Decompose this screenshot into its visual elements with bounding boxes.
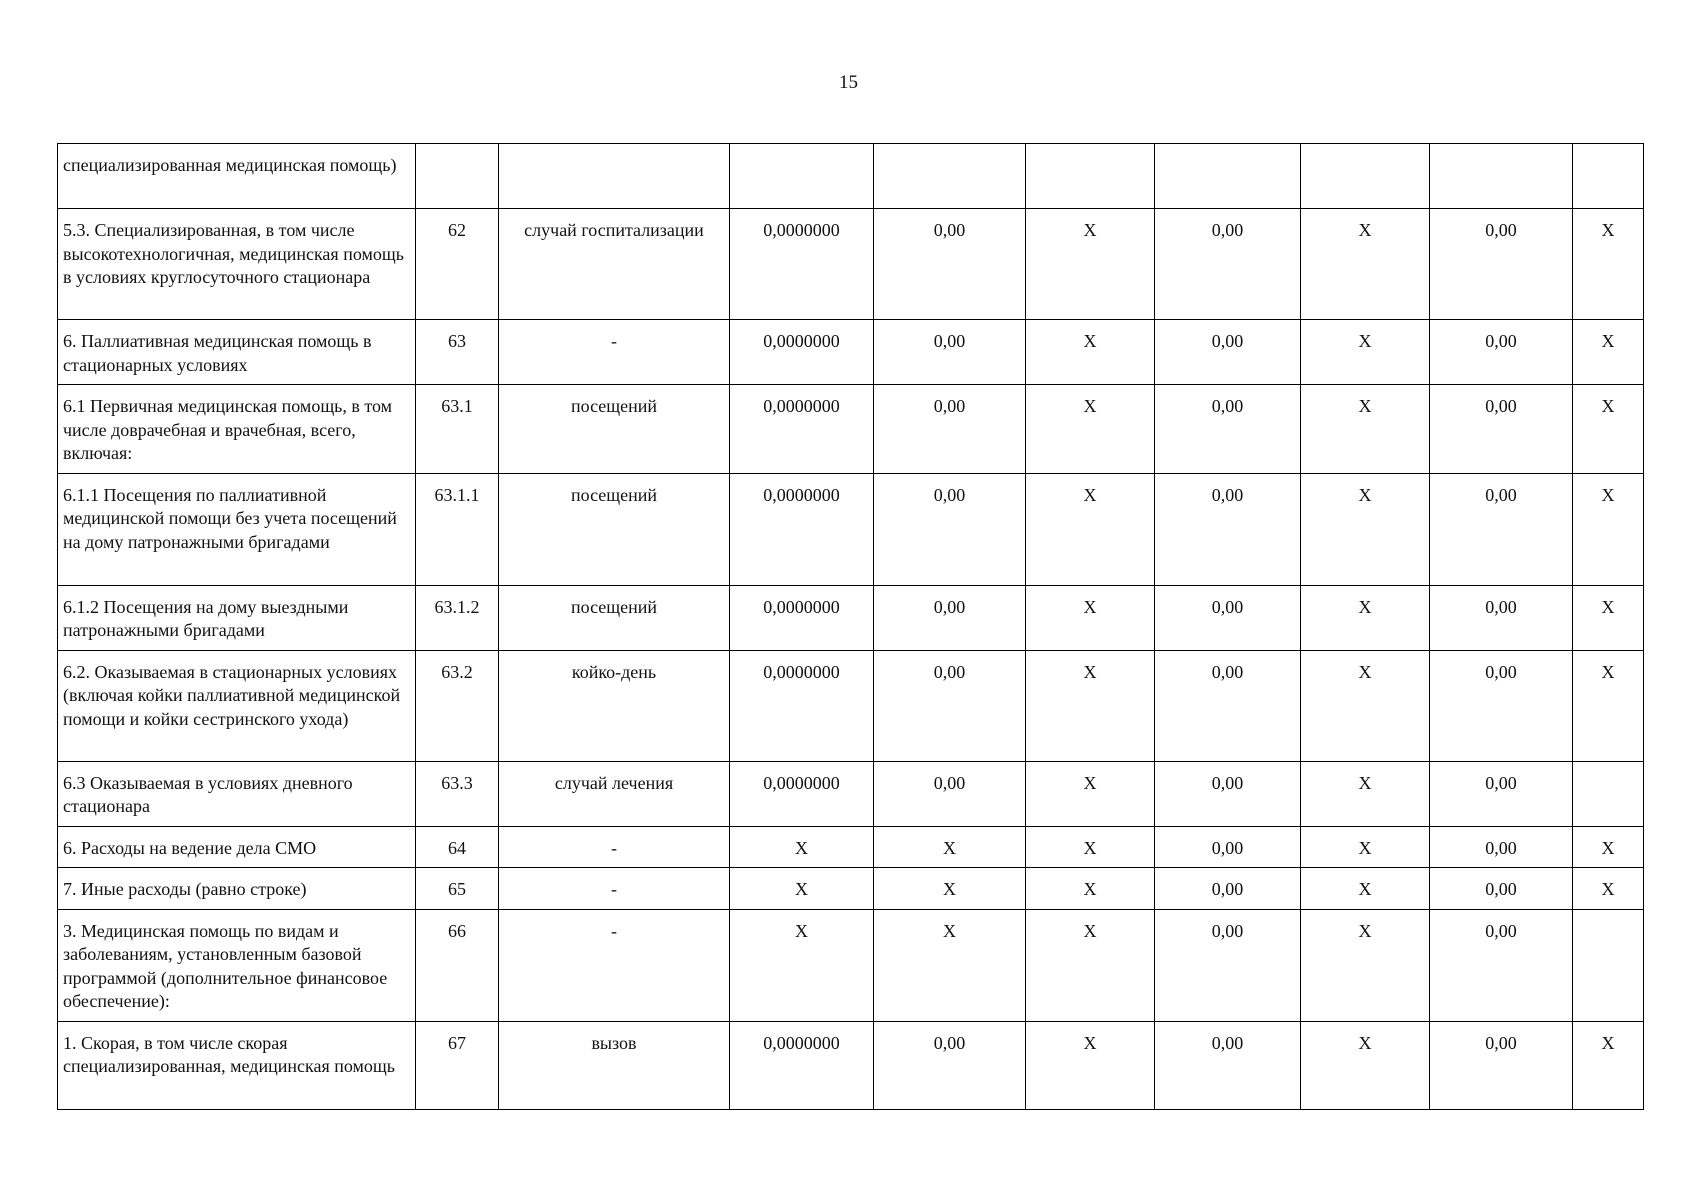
table-row [58, 473, 1644, 585]
row-value-cell: 0,00 [1155, 868, 1301, 910]
row-value-cell: X [1573, 209, 1644, 320]
row-value-cell: X [1026, 385, 1155, 474]
row-unit-cell: посещений [499, 585, 730, 650]
row-name-cell: 6.2. Оказываемая в стационарных условиях (включая койки паллиативной медицинской помощи и койки сестринского ухода) [58, 650, 416, 761]
row-value-cell: X [1301, 826, 1430, 868]
row-code-cell: 63.1.1 [416, 473, 499, 585]
row-value-cell: X [1573, 385, 1644, 474]
row-value-cell: X [874, 909, 1026, 1021]
row-value-cell: X [1026, 650, 1155, 761]
row-value-cell: X [1573, 585, 1644, 650]
row-code-cell: 65 [416, 868, 499, 910]
row-name-cell: 6.1.1 Посещения по паллиативной медицинской помощи без учета посещений на дому патронажными бригадами [58, 473, 416, 585]
row-value-cell: X [730, 909, 874, 1021]
row-value-cell: 0,00 [1155, 209, 1301, 320]
row-value-cell: X [1026, 909, 1155, 1021]
row-value-cell: X [874, 868, 1026, 910]
row-value-cell: 0,00 [1430, 761, 1573, 826]
row-value-cell [1155, 144, 1301, 209]
row-value-cell: 0,00 [874, 650, 1026, 761]
row-value-cell [1573, 144, 1644, 209]
row-unit-cell: посещений [499, 385, 730, 474]
row-code-cell: 67 [416, 1021, 499, 1109]
table-row [58, 385, 1644, 474]
row-unit-cell: - [499, 868, 730, 910]
row-value-cell: 0,00 [874, 209, 1026, 320]
row-value-cell: X [1301, 868, 1430, 910]
row-name-cell: 1. Скорая, в том числе скорая специализированная, медицинская помощь [58, 1021, 416, 1109]
row-name-cell: 7. Иные расходы (равно строке) [58, 868, 416, 910]
row-value-cell: 0,00 [1155, 650, 1301, 761]
row-unit-cell: - [499, 826, 730, 868]
row-value-cell: X [874, 826, 1026, 868]
row-value-cell: 0,00 [874, 320, 1026, 385]
row-value-cell: X [1573, 473, 1644, 585]
row-value-cell: X [1026, 585, 1155, 650]
row-unit-cell: случай лечения [499, 761, 730, 826]
table-row [58, 909, 1644, 1021]
row-value-cell: 0,00 [1430, 320, 1573, 385]
table-row [58, 868, 1644, 910]
table-row [58, 1021, 1644, 1109]
row-unit-cell: случай госпитализации [499, 209, 730, 320]
row-value-cell: X [1301, 385, 1430, 474]
row-code-cell: 63.1.2 [416, 585, 499, 650]
data-table [57, 143, 1644, 1110]
page-number: 15 [839, 72, 858, 93]
row-value-cell: X [1026, 761, 1155, 826]
table-row [58, 826, 1644, 868]
table-row [58, 320, 1644, 385]
row-name-cell: 6.3 Оказываемая в условиях дневного стационара [58, 761, 416, 826]
row-value-cell: 0,00 [1155, 826, 1301, 868]
row-name-cell: специализированная медицинская помощь) [58, 144, 416, 209]
row-code-cell: 66 [416, 909, 499, 1021]
row-value-cell: X [1301, 1021, 1430, 1109]
row-value-cell: 0,00 [874, 761, 1026, 826]
row-value-cell: X [1026, 1021, 1155, 1109]
row-value-cell: 0,00 [1430, 209, 1573, 320]
row-name-cell: 5.3. Специализированная, в том числе высокотехнологичная, медицинская помощь в условиях круглосуточного стационара [58, 209, 416, 320]
row-value-cell [1026, 144, 1155, 209]
row-unit-cell [499, 144, 730, 209]
row-code-cell: 63 [416, 320, 499, 385]
row-value-cell: 0,00 [1430, 826, 1573, 868]
row-value-cell [730, 144, 874, 209]
row-value-cell: X [1026, 868, 1155, 910]
row-value-cell: X [1026, 826, 1155, 868]
row-value-cell: X [1026, 320, 1155, 385]
row-name-cell: 6. Паллиативная медицинская помощь в стационарных условиях [58, 320, 416, 385]
row-value-cell: X [1301, 761, 1430, 826]
row-name-cell: 6. Расходы на ведение дела СМО [58, 826, 416, 868]
row-value-cell: 0,0000000 [730, 761, 874, 826]
row-value-cell: 0,00 [1430, 385, 1573, 474]
row-value-cell: X [1026, 209, 1155, 320]
row-code-cell [416, 144, 499, 209]
row-value-cell [1430, 144, 1573, 209]
table-row [58, 650, 1644, 761]
row-code-cell: 63.1 [416, 385, 499, 474]
row-value-cell: 0,00 [1430, 868, 1573, 910]
row-value-cell: X [1573, 1021, 1644, 1109]
row-value-cell: 0,00 [1430, 909, 1573, 1021]
row-code-cell: 63.2 [416, 650, 499, 761]
table-row [58, 585, 1644, 650]
row-value-cell: 0,0000000 [730, 585, 874, 650]
row-value-cell [1573, 761, 1644, 826]
row-code-cell: 64 [416, 826, 499, 868]
row-value-cell: X [1301, 209, 1430, 320]
row-value-cell: 0,00 [1155, 585, 1301, 650]
row-name-cell: 6.1 Первичная медицинская помощь, в том числе доврачебная и врачебная, всего, включая: [58, 385, 416, 474]
row-value-cell: 0,0000000 [730, 1021, 874, 1109]
row-value-cell: 0,00 [1155, 473, 1301, 585]
row-value-cell: 0,00 [1155, 320, 1301, 385]
row-value-cell: 0,0000000 [730, 473, 874, 585]
row-value-cell [1301, 144, 1430, 209]
row-value-cell: 0,00 [1155, 1021, 1301, 1109]
row-value-cell: X [1301, 320, 1430, 385]
row-value-cell: X [1301, 473, 1430, 585]
row-value-cell: X [1573, 826, 1644, 868]
row-value-cell: 0,0000000 [730, 320, 874, 385]
row-value-cell: 0,00 [1155, 385, 1301, 474]
row-value-cell: X [730, 826, 874, 868]
row-value-cell [1573, 909, 1644, 1021]
table-row [58, 209, 1644, 320]
row-value-cell: 0,00 [874, 1021, 1026, 1109]
row-value-cell: 0,00 [874, 585, 1026, 650]
row-value-cell [874, 144, 1026, 209]
row-value-cell: X [730, 868, 874, 910]
row-value-cell: 0,00 [1430, 650, 1573, 761]
row-value-cell: X [1573, 650, 1644, 761]
table-row [58, 144, 1644, 209]
row-unit-cell: - [499, 909, 730, 1021]
row-value-cell: 0,0000000 [730, 385, 874, 474]
row-value-cell: X [1301, 650, 1430, 761]
row-unit-cell: посещений [499, 473, 730, 585]
row-code-cell: 62 [416, 209, 499, 320]
row-unit-cell: койко-день [499, 650, 730, 761]
row-unit-cell: - [499, 320, 730, 385]
row-value-cell: 0,0000000 [730, 209, 874, 320]
row-value-cell: 0,00 [874, 385, 1026, 474]
row-value-cell: 0,00 [1430, 473, 1573, 585]
row-name-cell: 6.1.2 Посещения на дому выездными патронажными бригадами [58, 585, 416, 650]
row-value-cell: 0,00 [1430, 585, 1573, 650]
row-name-cell: 3. Медицинская помощь по видам и заболеваниям, установленным базовой программой (дополнительное финансовое обеспечение): [58, 909, 416, 1021]
row-value-cell: 0,00 [1430, 1021, 1573, 1109]
row-value-cell: X [1573, 868, 1644, 910]
table-row [58, 761, 1644, 826]
row-value-cell: 0,00 [874, 473, 1026, 585]
row-value-cell: X [1026, 473, 1155, 585]
row-value-cell: 0,00 [1155, 761, 1301, 826]
row-code-cell: 63.3 [416, 761, 499, 826]
row-unit-cell: вызов [499, 1021, 730, 1109]
row-value-cell: X [1573, 320, 1644, 385]
row-value-cell: 0,00 [1155, 909, 1301, 1021]
row-value-cell: X [1301, 585, 1430, 650]
row-value-cell: 0,0000000 [730, 650, 874, 761]
row-value-cell: X [1301, 909, 1430, 1021]
